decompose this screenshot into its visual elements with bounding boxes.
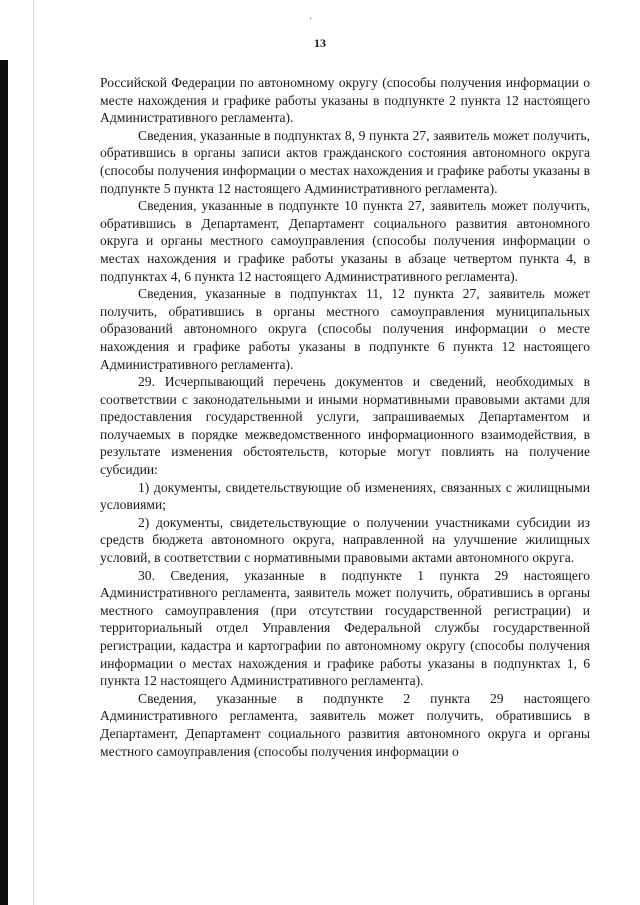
scan-shadow-bar [0, 60, 8, 905]
paragraph: 30. Сведения, указанные в подпункте 1 пункта 29 настоящего Административного регламента, заявитель может получить, обратившись в органы местного самоуправления (при отсутствии государственной регистрации) и территориальный отдел Управления Федеральной службы государственной регистрации, кадастра и картографии по автономному округу (способы получения информации о местах нахождения и графике работы указаны в подпунктах 1, 6 пункта 12 настоящего Административного регламента). [100, 567, 590, 689]
scan-margin-line [33, 0, 34, 905]
paragraph: Сведения, указанные в подпунктах 11, 12 пункта 27, заявитель может получить, обратившись в органы местного самоуправления муниципальных образований автономного округа (способы получения информации о месте нахождения и графике работы указаны в подпункте 6 пункта 12 настоящего Административного регламента). [100, 286, 590, 372]
page-number: 13 [314, 36, 326, 50]
paragraph: Сведения, указанные в подпункте 2 пункта 29 настоящего Административного регламента, заявитель может получить, обратившись в Департамент, Департамент социального развития автономного округа и органы местного самоуправления (способы получения информации о [100, 690, 590, 759]
list-item: 2) документы, свидетельствующие о получении участниками субсидии из средств бюджета автономного округа, направленной на улучшение жилищных условий, в соответствии с нормативными правовыми актами автономного округа. [100, 514, 590, 566]
list-item: 1) документы, свидетельствующие об изменениях, связанных с жилищными условиями; [100, 479, 590, 513]
scan-speck: · [309, 14, 313, 25]
document-body [100, 74, 590, 760]
paragraph: Российской Федерации по автономному округу (способы получения информации о месте нахождения и графике работы указаны в подпункте 2 пункта 12 настоящего Административного регламента). [100, 75, 590, 126]
paragraph: 29. Исчерпывающий перечень документов и сведений, необходимых в соответствии с законодательными и иными нормативными правовыми актами для предоставления государственной услуги, запрашиваемых Департаментом и получаемых в порядке межведомственного информационного взаимодействия, в результате изменения обстоятельств, которые могут повлиять на получение субсидии: [100, 374, 590, 478]
paragraph: Сведения, указанные в подпунктах 8, 9 пункта 27, заявитель может получить, обратившись в органы записи актов гражданского состояния автономного округа (способы получения информации о местах нахождения и графике работы указаны в подпункте 5 пункта 12 настоящего Административного регламента). [100, 127, 590, 196]
paragraph: Сведения, указанные в подпункте 10 пункта 27, заявитель может получить, обратившись в Департамент, Департамент социального развития автономного округа и органы местного самоуправления (способы получения информации о местах нахождения и графике работы указаны в абзаце четвертом пункта 4, в подпунктах 4, 6 пункта 12 настоящего Административного регламента). [100, 198, 590, 284]
